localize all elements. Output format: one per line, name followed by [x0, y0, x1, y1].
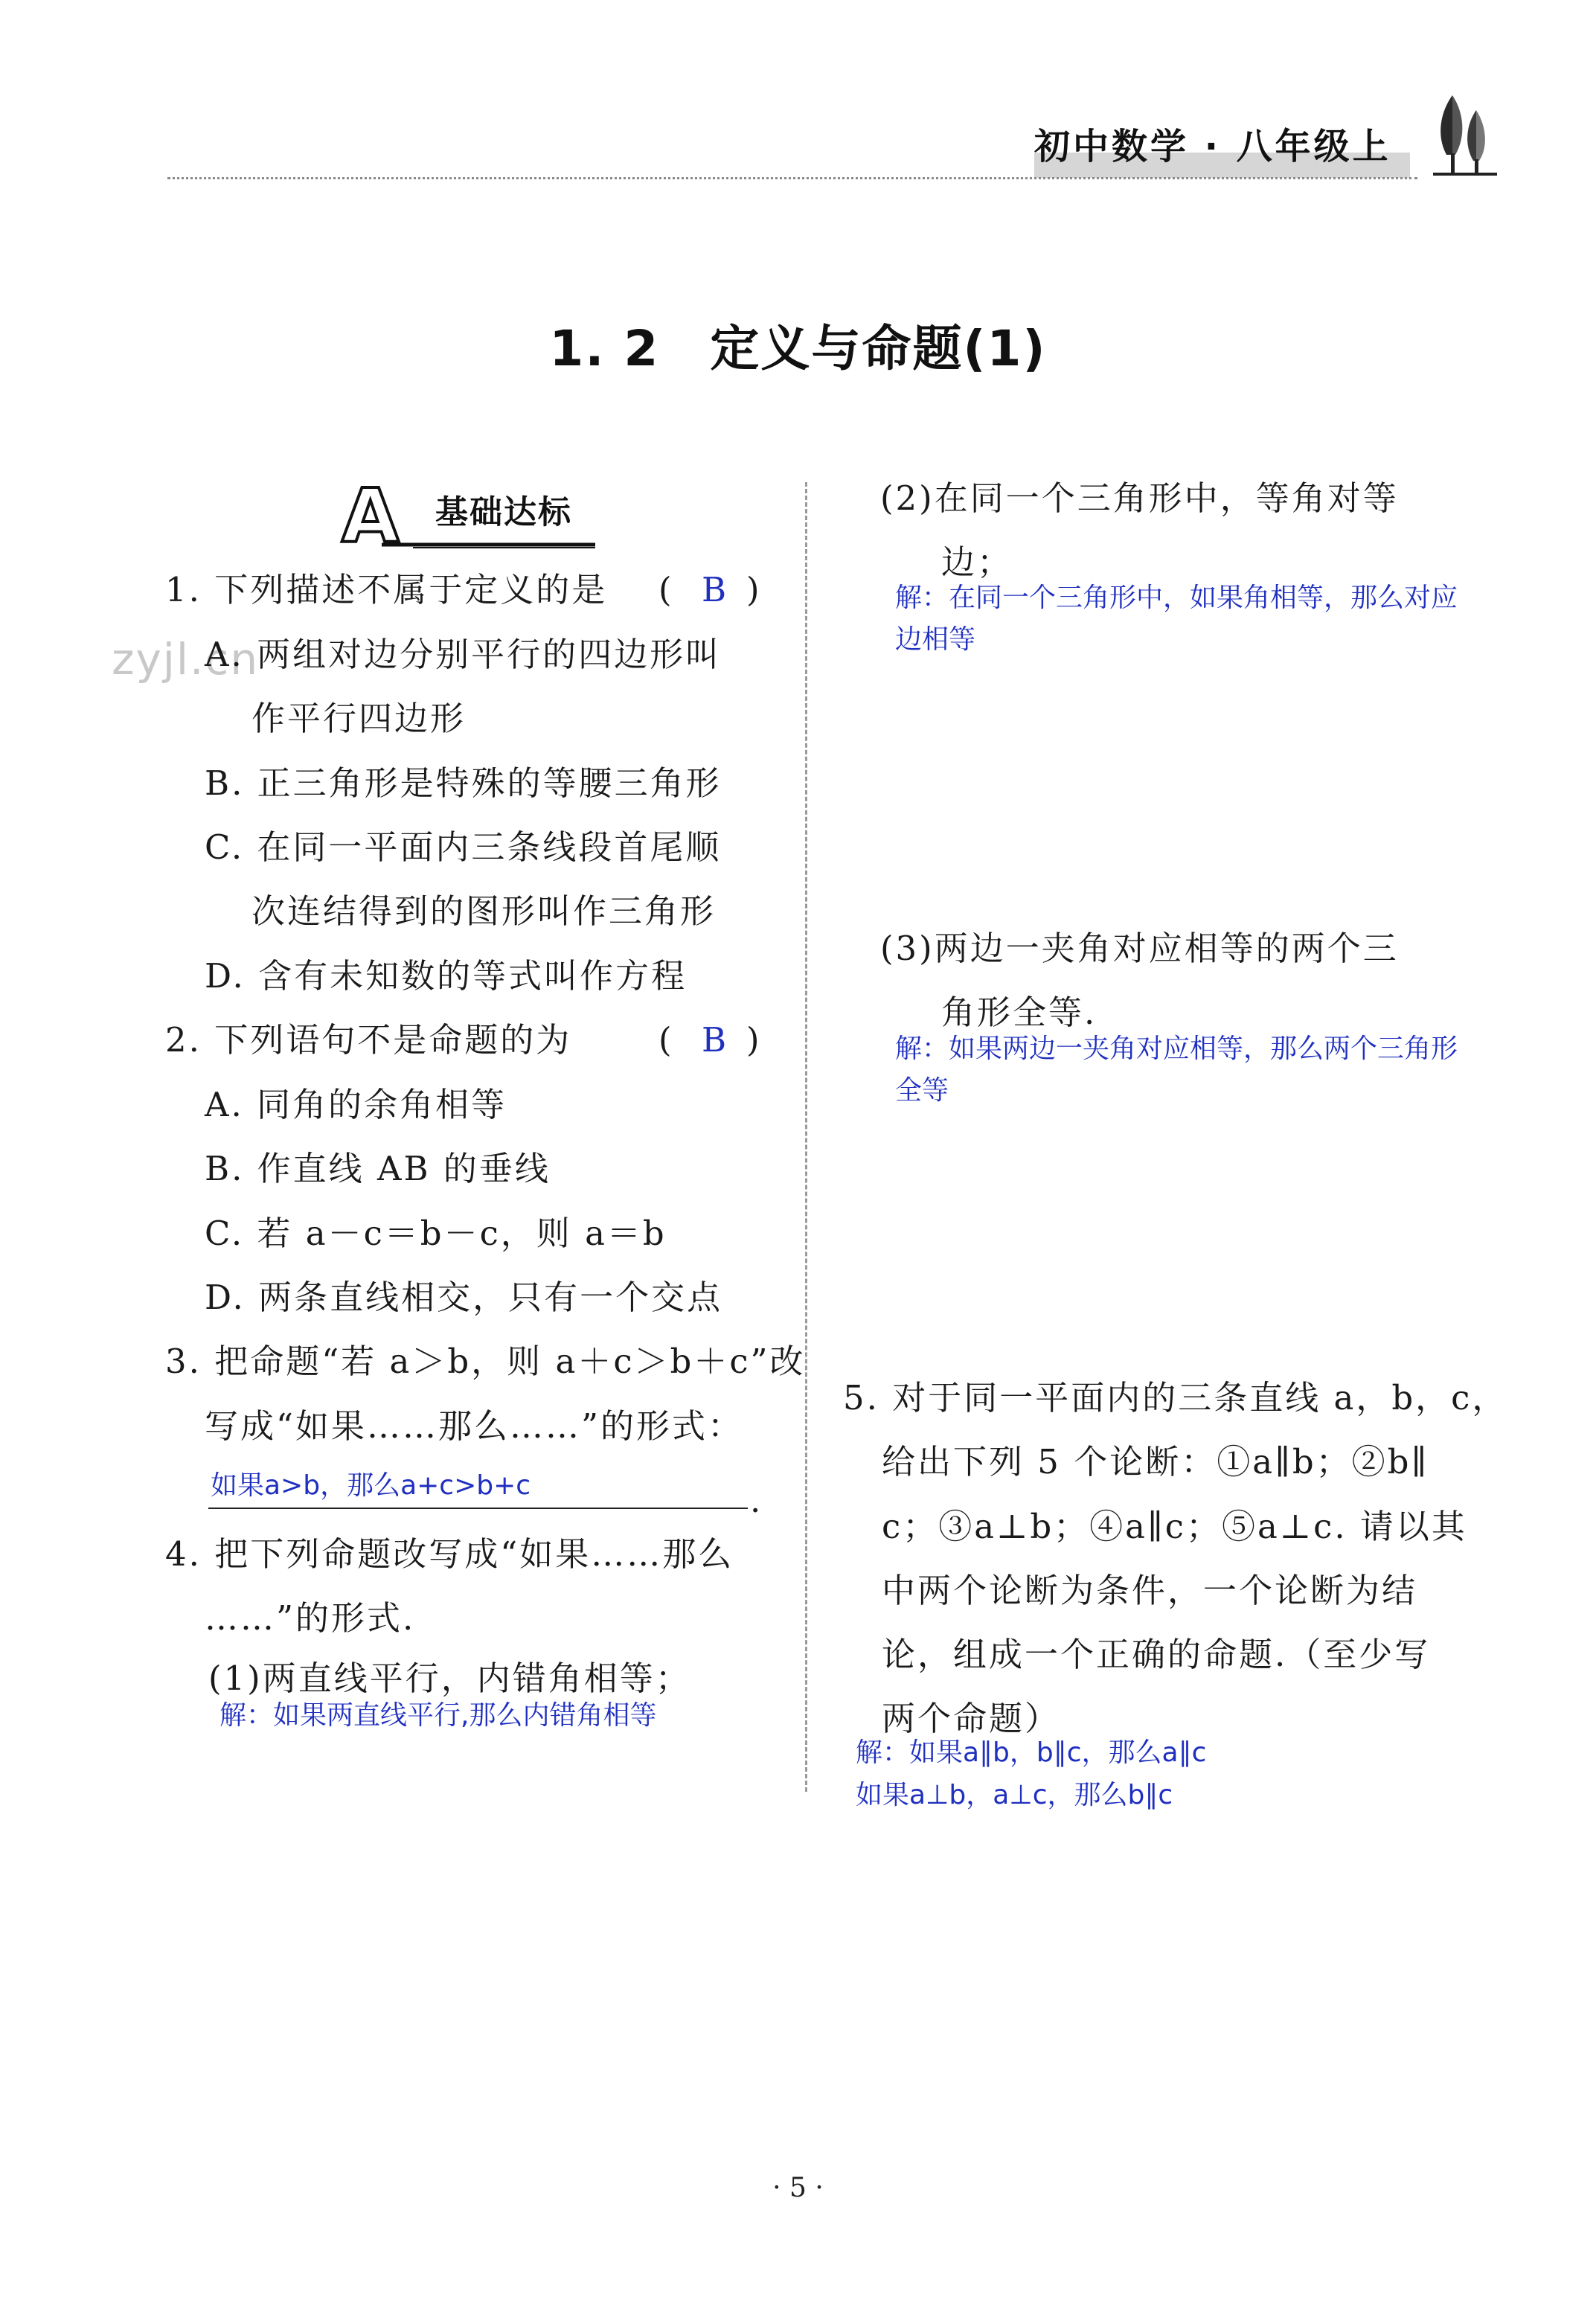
q4-part3-line2: 角形全等.: [941, 993, 1097, 1032]
q4-part1-answer: 解：如果两直线平行,那么内错角相等: [219, 1700, 657, 1731]
q1-paren-open: (: [658, 570, 674, 609]
q4-part3-line1: (3)两边一夹角对应相等的两个三: [880, 929, 1399, 968]
q1-stem: 1. 下列描述不属于定义的是: [165, 570, 608, 609]
q1-answer: B: [702, 570, 729, 609]
q1-option-a-line2: 作平行四边形: [251, 699, 467, 738]
q5-line5: 论，组成一个正确的命题.（至少写: [882, 1635, 1431, 1674]
q2-stem: 2. 下列语句不是命题的为: [165, 1020, 572, 1060]
q5-line3: c；③a⊥b；④a∥c；⑤a⊥c. 请以其: [882, 1507, 1467, 1546]
q4-part2-answer-line1: 解：在同一个三角形中，如果角相等，那么对应: [895, 583, 1458, 613]
q2-option-a: A. 同角的余角相等: [205, 1085, 507, 1124]
q1-option-d: D. 含有未知数的等式叫作方程: [205, 956, 688, 996]
tree-logo-icon: [1430, 89, 1499, 180]
q3-answer: 如果a>b，那么a+c>b+c: [211, 1470, 531, 1501]
q4-part3-answer-line2: 全等: [895, 1075, 949, 1106]
q1-paren-close: ): [746, 570, 762, 609]
q2-paren-close: ): [746, 1020, 762, 1060]
q2-option-b: B. 作直线 AB 的垂线: [205, 1149, 551, 1188]
q1-option-c-line1: C. 在同一平面内三条线段首尾顺: [205, 827, 722, 867]
q5-line6: 两个命题）: [882, 1699, 1061, 1738]
section-title: 1. 2 定义与命题(1): [549, 320, 1047, 377]
q5-line2: 给出下列 5 个论断：①a∥b；②b∥: [882, 1442, 1429, 1481]
q2-answer: B: [702, 1020, 729, 1060]
q5-answer-line1: 解：如果a∥b，b∥c，那么a∥c: [856, 1737, 1207, 1768]
q3-line1: 3. 把命题“若 a＞b，则 a＋c＞b＋c”改: [165, 1342, 806, 1381]
q4-part3-answer-line1: 解：如果两边一夹角对应相等，那么两个三角形: [895, 1034, 1458, 1064]
badge-label: 基础达标: [435, 493, 572, 531]
q1-option-a-line1: A. 两组对边分别平行的四边形叫: [205, 635, 722, 674]
q1-option-c-line2: 次连结得到的图形叫作三角形: [251, 891, 717, 931]
column-divider: [805, 482, 807, 1792]
header-title: 初中数学 · 八年级上: [1034, 126, 1391, 167]
q4-part2-answer-line2: 边相等: [895, 624, 976, 655]
q3-answer-line: [208, 1508, 748, 1509]
q2-paren-open: (: [658, 1020, 674, 1060]
q1-option-b: B. 正三角形是特殊的等腰三角形: [205, 763, 722, 803]
q2-option-d: D. 两条直线相交，只有一个交点: [205, 1278, 723, 1317]
q5-line1: 5. 对于同一平面内的三条直线 a，b，c，: [843, 1378, 1508, 1417]
q3-line2: 写成“如果……那么……”的形式：: [205, 1406, 744, 1446]
q3-period: .: [750, 1481, 761, 1520]
q5-line4: 中两个论断为条件，一个论断为结: [882, 1571, 1418, 1610]
q4-part1: (1)两直线平行，内错角相等；: [208, 1659, 691, 1698]
q4-line2: ……”的形式.: [205, 1598, 416, 1638]
header-rule: [167, 177, 1417, 179]
badge-letter: A: [342, 476, 400, 551]
q5-answer-line2: 如果a⊥b，a⊥c，那么b∥c: [856, 1780, 1173, 1810]
q4-part2-line1: (2)在同一个三角形中，等角对等: [880, 478, 1399, 518]
q4-part2-line2: 边；: [941, 542, 1013, 582]
watermark: zyjl.cn: [112, 634, 260, 685]
page-number: · 5 ·: [772, 2173, 824, 2203]
q4-line1: 4. 把下列命题改写成“如果……那么: [165, 1534, 734, 1574]
q2-option-c: C. 若 a－c＝b－c，则 a＝b: [205, 1214, 667, 1253]
